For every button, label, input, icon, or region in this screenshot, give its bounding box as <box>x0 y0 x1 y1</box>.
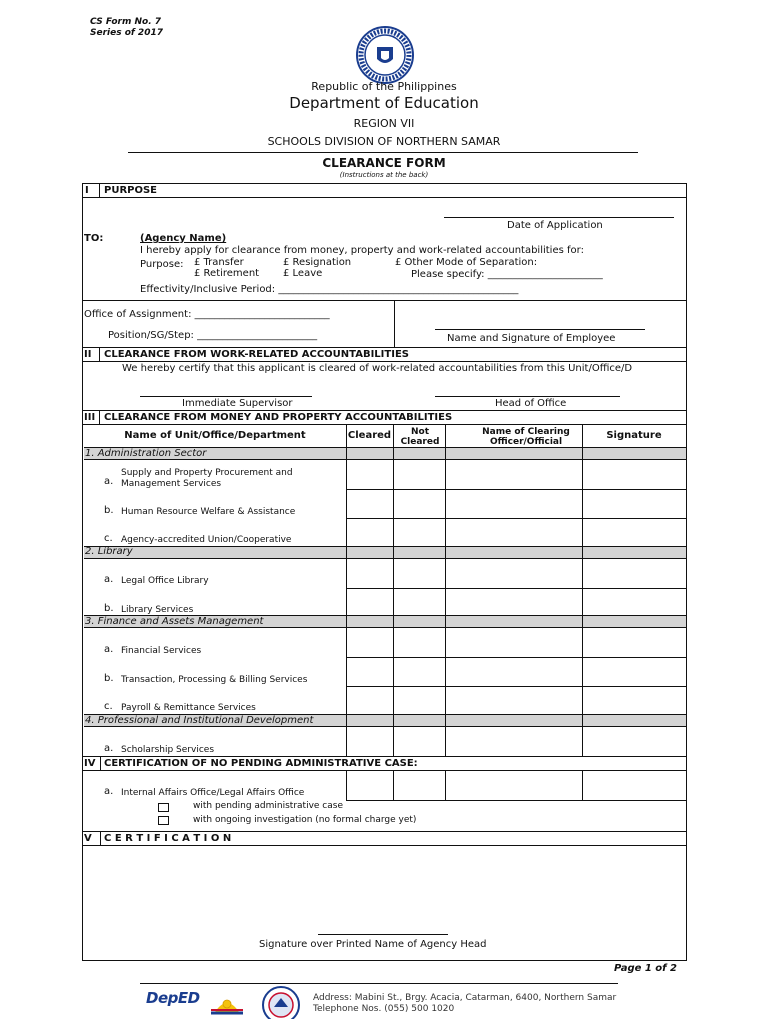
item-internal-affairs-letter: a. <box>104 786 114 797</box>
supervisor-signature-line[interactable] <box>140 396 312 397</box>
item-financial-letter: a. <box>104 644 114 655</box>
option-leave[interactable]: £ Leave <box>283 268 323 279</box>
philippine-sun-logo <box>207 986 247 1016</box>
region-title: REGION VII <box>353 117 415 130</box>
item-union-cooperative: Agency-accredited Union/Cooperative <box>121 535 292 545</box>
item-legal-letter: a. <box>104 574 114 585</box>
please-specify-field[interactable]: Please specify: _______________________ <box>411 269 603 280</box>
column-unit: Name of Unit/Office/Department <box>124 430 306 441</box>
deped-seal-logo <box>355 25 415 85</box>
option-resignation[interactable]: £ Resignation <box>283 257 352 268</box>
form-number: CS Form No. 7 <box>90 17 162 27</box>
item-union-letter: c. <box>104 533 113 544</box>
form-title: CLEARANCE FORM <box>322 156 446 170</box>
footer-address: Address: Mabini St., Brgy. Acacia, Catarman, 6400, Northern Samar <box>313 993 617 1003</box>
group-administration-sector: 1. Administration Sector <box>85 448 207 459</box>
section-2-title: CLEARANCE FROM WORK-RELATED ACCOUNTABILITIES <box>104 349 409 360</box>
section-4-title: CERTIFICATION OF NO PENDING ADMINISTRATIVE CASE: <box>104 758 418 769</box>
item-supply-line1: Supply and Property Procurement and <box>121 468 293 478</box>
date-of-application-label: Date of Application <box>507 220 603 231</box>
footer-rule <box>140 983 618 984</box>
section-5-number: V <box>84 833 92 844</box>
date-of-application-line[interactable] <box>444 217 674 218</box>
instructions-note: (Instructions at the back) <box>339 171 429 179</box>
group-finance-assets: 3. Finance and Assets Management <box>85 616 264 627</box>
option-transfer[interactable]: £ Transfer <box>194 257 244 268</box>
employee-signature-label: Name and Signature of Employee <box>447 333 616 344</box>
agency-head-signature-line[interactable] <box>318 934 448 935</box>
purpose-label: Purpose: <box>140 259 184 270</box>
column-clearing-officer: Name of Clearing Officer/Official <box>482 427 570 447</box>
section-5-title: C E R T I F I C A T I O N <box>104 833 232 844</box>
deped-logo-text: DepED <box>146 989 200 1007</box>
item-hr-letter: b. <box>104 505 114 516</box>
section-3-title: CLEARANCE FROM MONEY AND PROPERTY ACCOUNTABILITIES <box>104 412 453 423</box>
ongoing-investigation-checkbox[interactable] <box>158 816 169 825</box>
agency-head-signature-label: Signature over Printed Name of Agency Head <box>259 939 487 950</box>
section-3-number: III <box>84 412 96 423</box>
item-supply-letter: a. <box>104 476 114 487</box>
division-seal-logo <box>256 985 306 1019</box>
group-bar-library <box>84 546 686 559</box>
item-internal-affairs: Internal Affairs Office/Legal Affairs Office <box>121 788 305 798</box>
item-transaction-letter: b. <box>104 673 114 684</box>
item-legal-library: Legal Office Library <box>121 576 209 586</box>
column-cleared: Cleared <box>347 430 392 441</box>
head-signature-line[interactable] <box>435 396 620 397</box>
to-label: TO: <box>84 233 104 244</box>
section-4-number: IV <box>84 758 96 769</box>
item-payroll-services: Payroll & Remittance Services <box>121 703 256 713</box>
section-2-certify-text: We hereby certify that this applicant is cleared of work-related accountabilities from this Unit/Office/D <box>122 363 633 374</box>
apply-text: I hereby apply for clearance from money, property and work-related accountabilities for: <box>140 245 584 256</box>
footer-telephone: Telephone Nos. (055) 500 1020 <box>313 1004 455 1014</box>
item-supply-line2: Management Services <box>121 479 222 489</box>
section-1-number: I <box>85 185 89 196</box>
head-of-office-label: Head of Office <box>495 398 567 409</box>
column-not-cleared: Not Cleared <box>400 427 440 447</box>
option-other-mode[interactable]: £ Other Mode of Separation: <box>395 257 538 268</box>
republic-title: Republic of the Philippines <box>311 80 457 93</box>
group-library: 2. Library <box>85 546 133 557</box>
pending-case-label: with pending administrative case <box>193 801 343 811</box>
header-rule <box>128 152 638 153</box>
item-transaction-services: Transaction, Processing & Billing Services <box>121 675 308 685</box>
section-1-title: PURPOSE <box>104 185 158 196</box>
position-sg-step-field[interactable]: Position/SG/Step: ________________________ <box>108 330 318 341</box>
office-assignment-field[interactable]: Office of Assignment: ___________________________ <box>84 309 330 320</box>
section-2-number: II <box>84 349 92 360</box>
column-signature: Signature <box>606 430 662 441</box>
option-retirement[interactable]: £ Retirement <box>194 268 260 279</box>
supervisor-label: Immediate Supervisor <box>182 398 293 409</box>
employee-signature-line[interactable] <box>435 329 645 330</box>
item-scholarship-services: Scholarship Services <box>121 745 215 755</box>
item-financial-services: Financial Services <box>121 646 202 656</box>
department-title: Department of Education <box>289 94 479 112</box>
group-professional-development: 4. Professional and Institutional Development <box>85 715 314 726</box>
division-title: SCHOOLS DIVISION OF NORTHERN SAMAR <box>267 135 501 148</box>
item-library-services: Library Services <box>121 605 194 615</box>
agency-name[interactable]: (Agency Name) <box>140 233 227 244</box>
item-payroll-letter: c. <box>104 701 113 712</box>
page-number: Page 1 of 2 <box>614 963 677 974</box>
form-series: Series of 2017 <box>90 28 163 38</box>
item-scholarship-letter: a. <box>104 743 114 754</box>
pending-case-checkbox[interactable] <box>158 803 169 812</box>
item-library-letter: b. <box>104 603 114 614</box>
item-hr-welfare: Human Resource Welfare & Assistance <box>121 507 296 517</box>
ongoing-investigation-label: with ongoing investigation (no formal charge yet) <box>193 815 417 825</box>
effectivity-field[interactable]: Effectivity/Inclusive Period: ________________________________________________ <box>140 284 519 295</box>
